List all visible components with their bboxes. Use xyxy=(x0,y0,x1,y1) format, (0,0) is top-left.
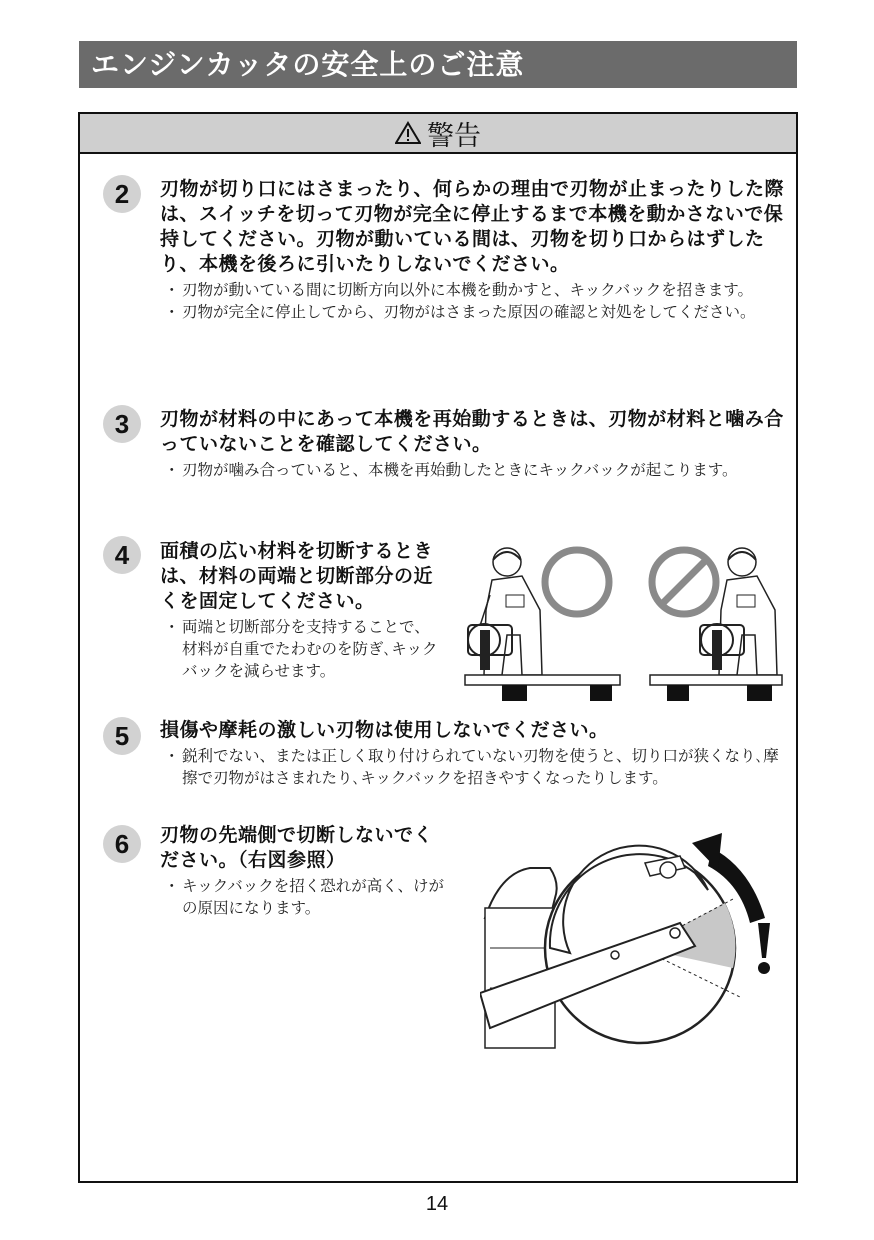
item-note: ・ 刃物が噛み合っていると、本機を再始動したときにキックバックが起こります。 xyxy=(164,461,738,479)
item-note: ・ キックバックを招く恐れが高く、けがの原因になります。 xyxy=(164,877,444,917)
item-number-5: 5 xyxy=(103,717,141,755)
support-illustration xyxy=(462,540,784,710)
item-number-3: 3 xyxy=(103,405,141,443)
item-5 xyxy=(160,718,790,789)
incorrect-support-figure xyxy=(650,548,782,701)
item-note: ・ 鋭利でない、または正しく取り付けられていない刃物を使うと、切り口が狭くなり､摩擦で刃物がはさまれたり､キックバックを招きやすくなったりします。 xyxy=(164,747,779,787)
item-main-text: 損傷や摩耗の激しい刃物は使用しないでください。 xyxy=(160,719,609,741)
correct-support-figure xyxy=(465,548,620,701)
item-2 xyxy=(160,177,790,323)
item-number-6: 6 xyxy=(103,825,141,863)
item-note: ・ 刃物が完全に停止してから、刃物がはさまった原因の確認と対処をしてください。 xyxy=(164,303,756,321)
warning-triangle-icon xyxy=(395,121,421,145)
item-note: ・ 刃物が動いている間に切断方向以外に本機を動かすと、キックバックを招きます。 xyxy=(164,281,754,299)
item-number-4: 4 xyxy=(103,536,141,574)
page-number: 14 xyxy=(425,1193,449,1215)
item-main-text: 刃物の先端側で切断しないでください。（右図参照） xyxy=(160,824,434,871)
item-main-text: 刃物が切り口にはさまったり、何らかの理由で刃物が止まったりした際は、スイッチを切って刃物が完全に停止するまで本機を動かさないで保持してください。刃物が動いている間は、刃物を切り口からはずしたり、本機を後ろに引いたりしないでください。 xyxy=(160,178,785,275)
item-number-2: 2 xyxy=(103,175,141,213)
item-note: ・ 両端と切断部分を支持することで、材料が自重でたわむのを防ぎ､キックバックを減らせます。 xyxy=(164,618,438,680)
item-6 xyxy=(160,823,445,919)
item-main-text: 刃物が材料の中にあって本機を再始動するときは、刃物が材料と噛み合っていないことを確認してください。 xyxy=(160,408,784,455)
item-3 xyxy=(160,407,790,481)
warning-header xyxy=(80,114,796,154)
item-4 xyxy=(160,539,445,682)
kickback-zone-illustration xyxy=(480,828,780,1063)
item-main-text: 面積の広い材料を切断するときは、材料の両端と切断部分の近くを固定してください。 xyxy=(160,540,434,612)
warning-label: 警告 xyxy=(427,120,481,152)
page-title: エンジンカッタの安全上のご注意 xyxy=(79,41,797,88)
